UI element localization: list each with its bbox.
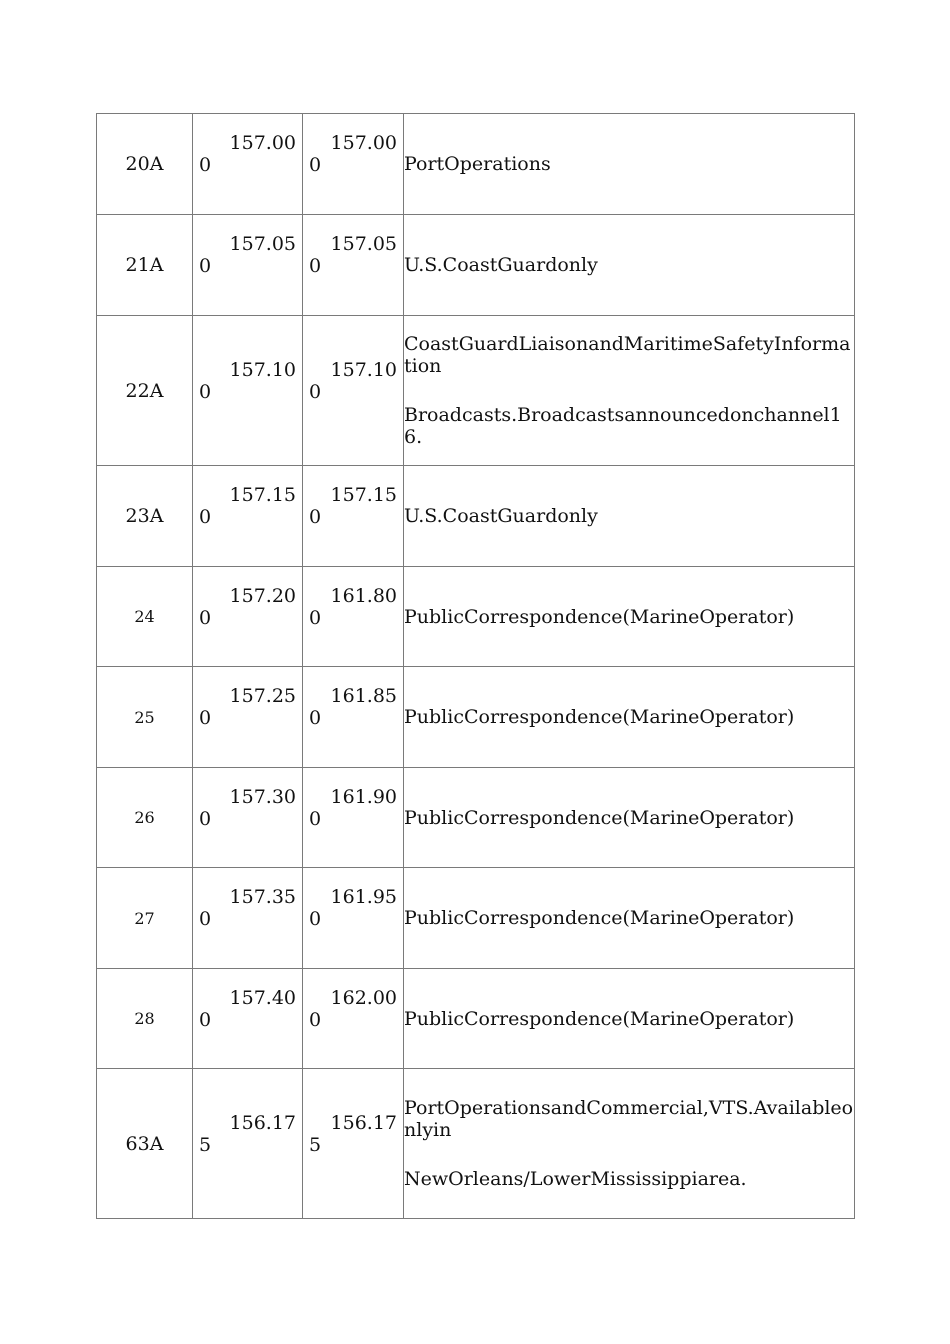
frequency-main: 157.35 bbox=[229, 886, 296, 908]
usage-text: PublicCorrespondence(MarineOperator) bbox=[404, 706, 795, 728]
usage-text: U.S.CoastGuardonly bbox=[404, 254, 598, 276]
frequency-main: 156.17 bbox=[330, 1111, 397, 1134]
frequency-last-digit: 0 bbox=[199, 506, 212, 528]
coast-transmit-frequency bbox=[303, 1069, 404, 1219]
channel-number: 23A bbox=[97, 466, 193, 567]
frequency-main: 157.40 bbox=[229, 986, 296, 1009]
frequency-main: 157.30 bbox=[229, 785, 296, 808]
frequency-main: 157.05 bbox=[229, 233, 296, 255]
ship-transmit-frequency bbox=[193, 969, 303, 1069]
channel-number: 26 bbox=[97, 768, 193, 868]
ship-transmit-frequency bbox=[193, 1069, 303, 1219]
coast-transmit-frequency bbox=[303, 114, 404, 215]
channel-usage bbox=[404, 316, 855, 466]
frequency-last-digit: 0 bbox=[199, 807, 212, 830]
usage-text: NewOrleans/LowerMississippiarea. bbox=[404, 1168, 747, 1190]
frequency-last-digit: 0 bbox=[199, 606, 212, 629]
frequency-last-digit: 0 bbox=[309, 908, 322, 930]
channel-usage bbox=[404, 1069, 855, 1219]
channel-number: 21A bbox=[97, 215, 193, 316]
channel-number: 22A bbox=[97, 316, 193, 466]
frequency-last-digit: 0 bbox=[199, 380, 212, 403]
frequency-main: 161.90 bbox=[330, 785, 397, 808]
ship-transmit-frequency bbox=[193, 868, 303, 969]
frequency-last-digit: 5 bbox=[309, 1133, 322, 1156]
channel-usage bbox=[404, 969, 855, 1069]
table-row bbox=[97, 215, 855, 316]
table-row bbox=[97, 316, 855, 466]
table-row bbox=[97, 567, 855, 667]
frequency-last-digit: 0 bbox=[309, 807, 322, 830]
ship-transmit-frequency bbox=[193, 215, 303, 316]
frequency-last-digit: 0 bbox=[309, 380, 322, 403]
channel-usage bbox=[404, 567, 855, 667]
table-row bbox=[97, 114, 855, 215]
ship-transmit-frequency bbox=[193, 114, 303, 215]
frequency-last-digit: 0 bbox=[309, 154, 322, 176]
frequency-main: 156.17 bbox=[229, 1111, 296, 1134]
channel-usage bbox=[404, 768, 855, 868]
frequency-main: 157.25 bbox=[229, 685, 296, 707]
frequency-main: 157.10 bbox=[229, 358, 296, 381]
frequency-last-digit: 0 bbox=[309, 506, 322, 528]
channel-usage bbox=[404, 114, 855, 215]
ship-transmit-frequency bbox=[193, 667, 303, 768]
channel-frequency-table bbox=[96, 113, 855, 1219]
usage-text: PublicCorrespondence(MarineOperator) bbox=[404, 907, 795, 929]
table-row bbox=[97, 1069, 855, 1219]
frequency-last-digit: 5 bbox=[199, 1133, 212, 1156]
coast-transmit-frequency bbox=[303, 667, 404, 768]
table-row bbox=[97, 667, 855, 768]
ship-transmit-frequency bbox=[193, 316, 303, 466]
frequency-main: 157.15 bbox=[229, 484, 296, 506]
frequency-last-digit: 0 bbox=[309, 255, 322, 277]
frequency-last-digit: 0 bbox=[199, 255, 212, 277]
frequency-last-digit: 0 bbox=[309, 1008, 322, 1031]
usage-text: U.S.CoastGuardonly bbox=[404, 505, 598, 527]
ship-transmit-frequency bbox=[193, 567, 303, 667]
frequency-last-digit: 0 bbox=[199, 707, 212, 729]
coast-transmit-frequency bbox=[303, 868, 404, 969]
usage-text: Broadcasts.Broadcastsannouncedonchannel16. bbox=[404, 404, 842, 448]
table-row bbox=[97, 768, 855, 868]
frequency-main: 157.00 bbox=[229, 132, 296, 154]
frequency-main: 157.10 bbox=[330, 358, 397, 381]
table-row bbox=[97, 868, 855, 969]
usage-text: CoastGuardLiaisonandMaritimeSafetyInformation bbox=[404, 333, 851, 377]
usage-text: PublicCorrespondence(MarineOperator) bbox=[404, 1007, 795, 1030]
frequency-last-digit: 0 bbox=[309, 707, 322, 729]
coast-transmit-frequency bbox=[303, 215, 404, 316]
coast-transmit-frequency bbox=[303, 466, 404, 567]
coast-transmit-frequency bbox=[303, 768, 404, 868]
frequency-main: 162.00 bbox=[330, 986, 397, 1009]
usage-text: PortOperationsandCommercial,VTS.Availableonlyin bbox=[404, 1097, 854, 1141]
frequency-main: 161.80 bbox=[330, 584, 397, 607]
channel-usage bbox=[404, 868, 855, 969]
frequency-main: 157.05 bbox=[330, 233, 397, 255]
frequency-main: 157.15 bbox=[330, 484, 397, 506]
channel-usage bbox=[404, 466, 855, 567]
usage-text: PublicCorrespondence(MarineOperator) bbox=[404, 605, 795, 628]
usage-text: PortOperations bbox=[404, 153, 551, 175]
frequency-main: 161.85 bbox=[330, 685, 397, 707]
channel-number: 28 bbox=[97, 969, 193, 1069]
table-row bbox=[97, 969, 855, 1069]
coast-transmit-frequency bbox=[303, 969, 404, 1069]
channel-number: 20A bbox=[97, 114, 193, 215]
frequency-main: 157.20 bbox=[229, 584, 296, 607]
channel-usage bbox=[404, 667, 855, 768]
usage-text: PublicCorrespondence(MarineOperator) bbox=[404, 806, 795, 829]
coast-transmit-frequency bbox=[303, 567, 404, 667]
frequency-main: 161.95 bbox=[330, 886, 397, 908]
frequency-last-digit: 0 bbox=[199, 1008, 212, 1031]
channel-usage bbox=[404, 215, 855, 316]
frequency-last-digit: 0 bbox=[309, 606, 322, 629]
channel-number: 25 bbox=[97, 667, 193, 768]
ship-transmit-frequency bbox=[193, 466, 303, 567]
frequency-main: 157.00 bbox=[330, 132, 397, 154]
ship-transmit-frequency bbox=[193, 768, 303, 868]
coast-transmit-frequency bbox=[303, 316, 404, 466]
channel-number: 27 bbox=[97, 868, 193, 969]
frequency-last-digit: 0 bbox=[199, 154, 212, 176]
channel-number: 63A bbox=[97, 1069, 193, 1219]
frequency-last-digit: 0 bbox=[199, 908, 212, 930]
table-row bbox=[97, 466, 855, 567]
channel-number: 24 bbox=[97, 567, 193, 667]
